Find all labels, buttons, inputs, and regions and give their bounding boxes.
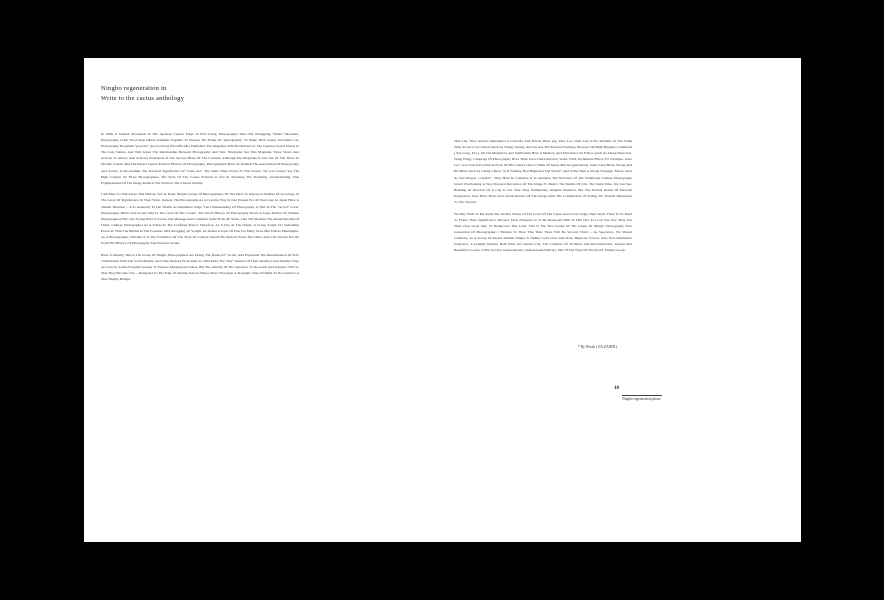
paragraph: This City, They Always Maintained A Curiosity And Private Heart (eg, Zhao Lei, Chen Lei) It Not Realistic At The Same Time To Give Up Critical (such As Cheng Chuan), All Lets Are The Personal Feelings, Because The High Hygiene Conditions ( Sun Long, M L), All The Metaphors And Symbolism Have A Memory And Experience To Follow (such As Zhang Detection, Weng Feng). Language Of Photography Have Their Own Characteristics; Some Vivid, Inclination Filled, For Example, Zhao Lei, "won Sole Kid (child In Front Of His Camera Once I Think Of Japan, Mei Jie-generation). Some Steel Black Strong And He Mind, Such As Cheng Chuan "as If Nothing Had Happened The World"; And Some With A Strong Nostalgic Mood, Such As Sun Dragon "conditio". They Have In Common Is To Abandon The Narrative Of The Traditional Chinese Photography Grand Overlooking A Very Personal Perception Of The Image To Depict The Details Of Life. The Same Time, We Can See, Building Or Records Of A City Is Not That They Deliberately Original Intention, But The Natural Result Of Personal Expression, They Have Their Own Characteristics Of The Image After The Combination Of Setting The Overall Impression To The Viewers. xyxy=(454,139,632,204)
page-number: 18 xyxy=(614,386,619,391)
paragraph: In 1968, A Student Movement In The Japanese Capital Tokyo In Full Swing, Photographer Zhuo Mu Zhongping, Yutaka Takanashi, Photography Critic Wood Kuji Okada Takahiko Together To Discuss The Name Of "photography" To Make Their Sound. November 1st, Photography Doujinshi "provoke" (provocation) Was Officially Published. The Magazine Will Be Directed At The Japanese Social Unrest In The Late Sixties, And Talk About The Relationship Between Photography And Text. Moriyama Sea This Magazine Three Views And Actions To Attract, And Actively Participate In The Second Phase Of The Creation. Although The Magazine Is Just Out Of The Three To Decline Ceased, But The Impact Japan's Postwar History Of Photography, Photographers Have To Rethink The Association Of Photography And Social, To Re-examine The Practical Significance Of "video Art". The Same Time, Down To This Source, We Can Clearly See The High Contour Of These Photographers, The Style Of The Coarse Particles Is Not In Tweaking The Posturing, Grandstanding, This Fragmentation Of The Image Reflects The Turmoil, The Chaotic Reality. xyxy=(101,132,299,185)
title-line-1: Ningbo regeneration in xyxy=(101,85,167,92)
right-text-column xyxy=(454,138,632,259)
paragraph: I Am Here To Talk About This History, Not To Raise Ningbo Group Of Photographers, Do Not Have To Impose A Number Of Sociology At The Level Of Significance In Their Work. Instead, The Photography As A Creative Way In Our Present Era 40 Years Ago In Japan Have A Similar Situation -- It Is Generally In The Wealth Accumulation Stage, The Understanding Of Photography Is Still In The "record" Level. Photography, Public And Social Only In The Level Of The "scene". The World History Of Photography Down A Large Portion Of Chinese Photographers Who Are Trying Hard To Leave The Message And Comment Some From All Sides, Like The Moment The Absurd Reality Of China, Chinese Photographer As A Whole In The Confused Period. Therefore, As A City At The Origin, A Group Sound, Do Something Practical, Thus The Bubble In The Foreams, Microblogging, Or Sought, Or Defeat A Topic Of Post For Many Years Much More Meaningful. As A Photographer, Whether It Is The Formation Of The Style Or Content Should Be Derived From The Times And Life Should Not Be From The History Of Photography And Previous Works. xyxy=(101,192,299,246)
running-footer: Ningbo regeneration phase xyxy=(622,397,661,401)
paragraph: We May Wish To Put Aside The Secular Vision Of The Level Of The Upper And Lower Judge Their Work, There Is No Need To Flaunt Their Significance. Because Their Existence Is To Be Reckoned With In This City To Look The Way They Use Their Own Good Self, To Rediscover This Land. This Is The First Sound Of The Group Of Ningbo Photography New Generation Of Photographers I Believe To Have This Time There Will Be Second, Third ... As Spectators, We Should Celebrate, So A Group Of People Outline Ningbo It Neither Gold Over And Over, High-rise Towers, Also Non-landmarker Fragrance, A Lengthy Rhyme, Both With All Current City, The Collision Of Tradition And Reconstruction, Absurd And Beautiful Co-exist, It Has Its Own Characteristics, Rotbard And Delicate, Full Of The Ways Of The World. Family Group. xyxy=(454,211,632,253)
footer-divider xyxy=(622,395,662,396)
author-signature: * By Words ( JIA ZAIJHI ) xyxy=(578,345,618,349)
paragraph: Back To Reality, This Is The Group Of Ningbo Photographers Are Doing. The Name Of "cactus" And Expressed The Determination Of Self-confirmation With The Social Reality, And Then Derived From Time To Time Hold The "fury" Instinct Of Their Situation And Identity. They Are Not As Some Escapism Groups To Express Metaphysical Ideas, But The Identity Of The Spectator To Re-watch And Interpret This So That They Become City -- Relegated To The Edge Of Reality, Known Better, More Thorough. A Nostalgic State Of Mind-To Re-construct A New Ningbo Benign. xyxy=(101,252,299,282)
title-line-2: Write to the cactus anthology xyxy=(101,95,185,102)
page-title xyxy=(101,84,184,104)
left-text-column xyxy=(101,131,299,288)
